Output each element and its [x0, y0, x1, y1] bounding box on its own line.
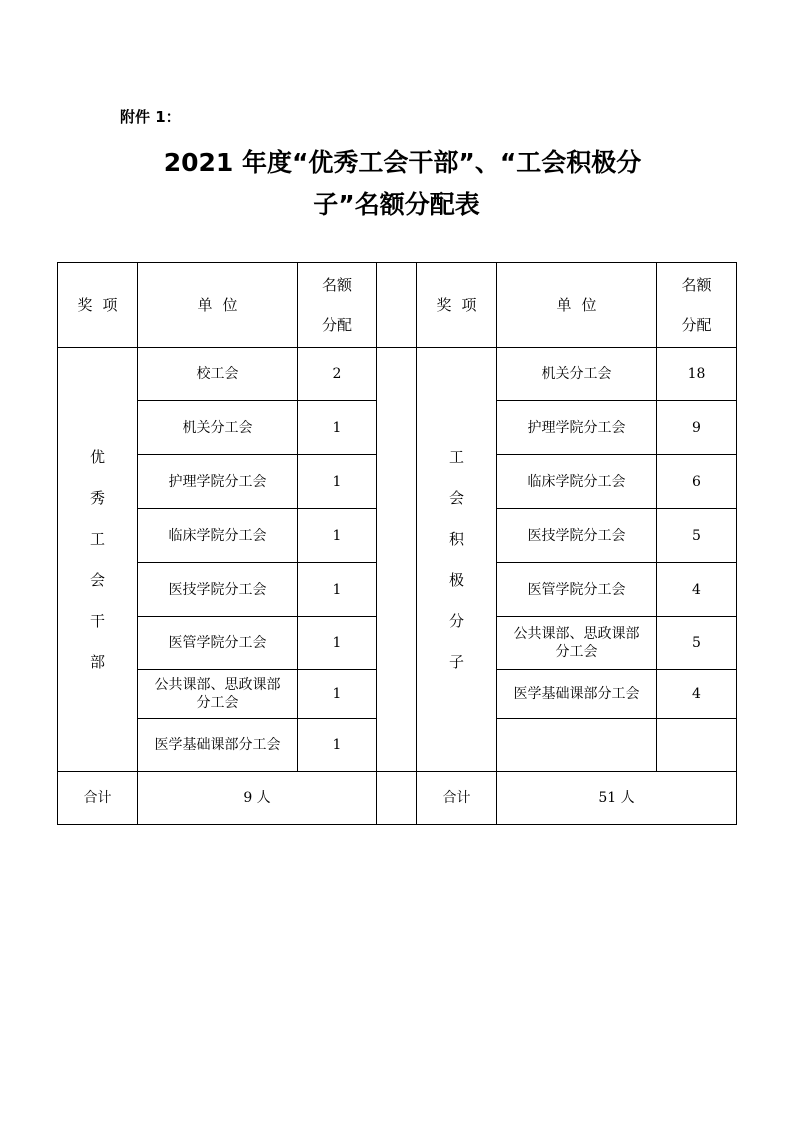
left-row-quota: 1	[332, 473, 342, 490]
right-row-unit-empty	[497, 719, 656, 771]
right-total-label: 合计	[442, 790, 471, 806]
left-row-unit: 校工会	[196, 366, 239, 382]
left-row-quota: 1	[332, 686, 342, 702]
left-row-unit: 医管学院分工会	[168, 635, 267, 651]
right-row-quota: 18	[687, 366, 706, 382]
right-row-quota: 9	[692, 419, 701, 436]
right-row-quota: 6	[692, 473, 701, 490]
left-row-unit: 医技学院分工会	[168, 581, 267, 598]
right-row-unit: 医管学院分工会	[527, 581, 626, 598]
left-header-unit: 单位	[197, 296, 248, 314]
attachment-label: 附件 1：	[120, 108, 181, 126]
left-row-unit: 临床学院分工会	[168, 527, 267, 544]
right-row-unit: 医技学院分工会	[527, 527, 626, 544]
right-header-quota: 名额 分配	[681, 276, 712, 334]
left-row-quota: 1	[332, 527, 342, 544]
page-title-line1: 2021 年度“优秀工会干部”、“工会积极分	[163, 148, 642, 177]
right-total-value: 51 人	[598, 790, 635, 806]
left-total-value: 9 人	[243, 790, 271, 806]
left-header-quota: 名额 分配	[321, 276, 352, 334]
left-row-unit: 公共课部、思政课部 分工会	[154, 677, 281, 711]
right-row-unit: 机关分工会	[541, 366, 612, 382]
left-total-label: 合计	[83, 790, 112, 806]
right-row-quota: 4	[692, 581, 701, 598]
left-row-quota: 1	[332, 635, 342, 651]
left-header-award: 奖项	[77, 296, 128, 314]
right-row-quota: 5	[692, 527, 701, 544]
right-header-award: 奖项	[436, 296, 487, 314]
right-category-label: 工 会 积 极 分 子	[448, 447, 464, 671]
left-row-unit: 护理学院分工会	[168, 473, 267, 490]
right-row-unit: 临床学院分工会	[527, 473, 626, 490]
page-title-line2: 子”名额分配表	[313, 190, 480, 219]
right-row-quota-empty	[657, 719, 736, 771]
left-row-unit: 医学基础课部分工会	[154, 737, 281, 753]
right-row-unit: 护理学院分工会	[527, 419, 626, 436]
right-row-quota: 4	[692, 686, 701, 702]
left-category-label: 优 秀 工 会 干 部	[89, 447, 105, 671]
left-row-quota: 1	[332, 737, 342, 753]
left-row-quota: 2	[332, 366, 342, 382]
right-row-unit: 医学基础课部分工会	[513, 686, 640, 702]
left-row-unit: 机关分工会	[182, 419, 253, 436]
right-row-quota: 5	[692, 635, 701, 651]
right-row-unit: 公共课部、思政课部 分工会	[513, 626, 640, 660]
right-header-unit: 单位	[556, 296, 607, 314]
left-row-quota: 1	[332, 419, 342, 436]
left-row-quota: 1	[332, 581, 342, 598]
